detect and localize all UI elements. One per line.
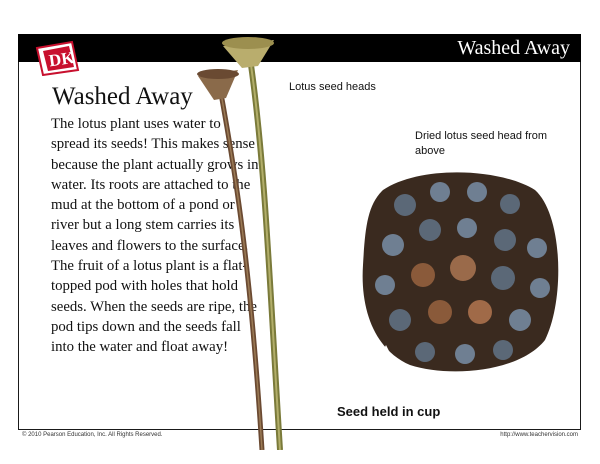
footer-url[interactable]: http://www.teachervision.com bbox=[500, 432, 578, 438]
label-dried-head: Dried lotus seed head from above bbox=[415, 130, 548, 157]
footer-copyright: © 2010 Pearson Education, Inc. All Rights Reserved. bbox=[22, 432, 163, 438]
header-title: Washed Away bbox=[457, 37, 570, 59]
lotus-seed-heads-image bbox=[190, 10, 320, 450]
dk-logo bbox=[34, 40, 84, 76]
svg-text:DK: DK bbox=[47, 47, 76, 71]
label-seed-cup: Seed held in cup bbox=[337, 404, 441, 419]
seed-arrow bbox=[376, 345, 396, 405]
label-seed-heads: Lotus seed heads bbox=[289, 81, 376, 93]
lesson-body: The lotus plant uses water to spread its seeds! This makes sense because the plant actually grows in water. Its roots are attached to the mud at the bottom of a pond or river but a long stem carries its leaves and flowers to the surface. The fruit of a lotus plant is a flat-topped pod with holes that hold seeds. When the seeds are ripe, the pod tips down and the seeds fall into the water and float away! bbox=[51, 116, 259, 356]
lesson-title: Washed Away bbox=[52, 83, 193, 110]
